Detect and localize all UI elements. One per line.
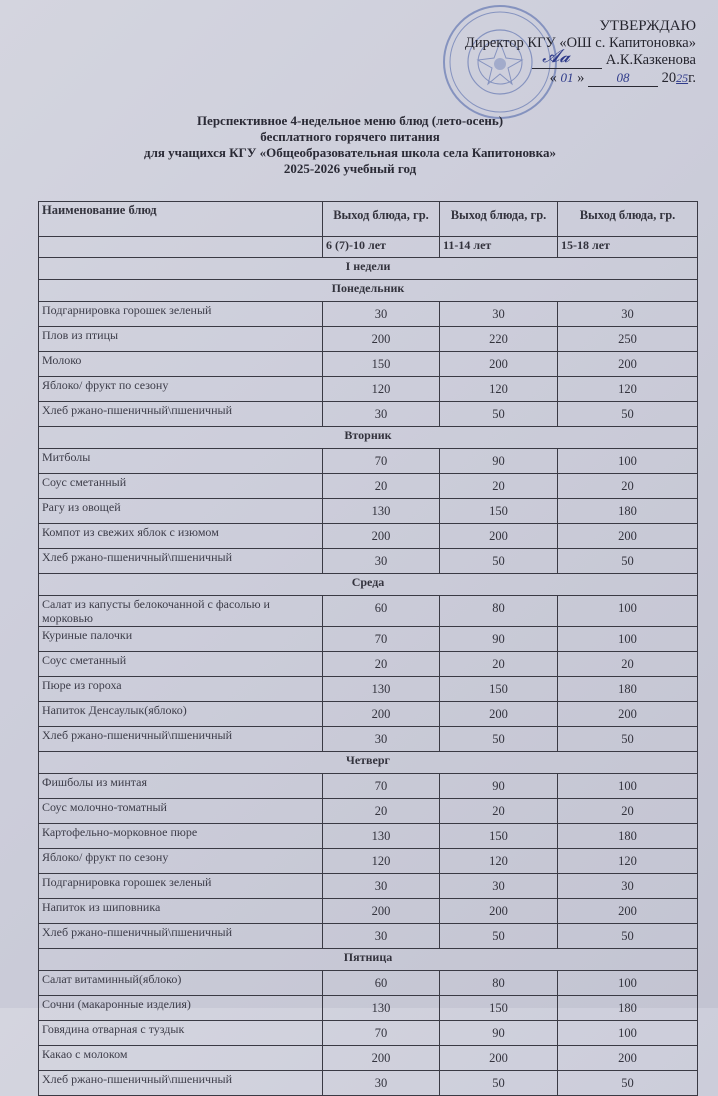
dish-yield-3: 180: [558, 677, 698, 702]
dish-yield-2: 50: [440, 924, 558, 949]
dish-yield-2: 30: [440, 302, 558, 327]
dish-yield-2: 150: [440, 996, 558, 1021]
dish-name: Фишболы из минтая: [39, 774, 323, 799]
day-label: Среда: [39, 574, 698, 596]
date-year-suffix: 25: [676, 71, 689, 85]
dish-yield-1: 20: [323, 474, 440, 499]
dish-name: Плов из птицы: [39, 327, 323, 352]
dish-yield-1: 120: [323, 377, 440, 402]
dish-name: Хлеб ржано-пшеничный\пшеничный: [39, 549, 323, 574]
dish-name: Молоко: [39, 352, 323, 377]
dish-name: Куриные палочки: [39, 627, 323, 652]
dish-yield-1: 130: [323, 996, 440, 1021]
dish-row: [39, 727, 698, 752]
dish-yield-3: 30: [558, 874, 698, 899]
dish-name: Соус сметанный: [39, 474, 323, 499]
age-group-3: 15-18 лет: [558, 237, 698, 258]
dish-row: [39, 774, 698, 799]
dish-yield-1: 200: [323, 524, 440, 549]
dish-yield-1: 60: [323, 971, 440, 996]
dish-row: [39, 924, 698, 949]
dish-row: [39, 1071, 698, 1096]
dish-name: Рагу из овощей: [39, 499, 323, 524]
dish-yield-2: 80: [440, 971, 558, 996]
dish-yield-1: 30: [323, 1071, 440, 1096]
dish-yield-1: 30: [323, 727, 440, 752]
dish-row: [39, 996, 698, 1021]
dish-yield-2: 50: [440, 549, 558, 574]
dish-yield-2: 150: [440, 677, 558, 702]
dish-row: [39, 377, 698, 402]
dish-name: Соус молочно-томатный: [39, 799, 323, 824]
dish-name: Салат из капусты белокочанной с фасолью и морковью: [39, 596, 323, 627]
heading-line-3: для учащихся КГУ «Общеобразовательная школа села Капитоновка»: [144, 145, 556, 160]
dish-name: Картофельно-морковное пюре: [39, 824, 323, 849]
menu-table: [38, 201, 698, 1096]
handwritten-signature: 𝓐𝓪: [542, 46, 571, 66]
dish-name: Хлеб ржано-пшеничный\пшеничный: [39, 924, 323, 949]
dish-row: [39, 596, 698, 627]
dish-yield-2: 50: [440, 402, 558, 427]
dish-yield-1: 200: [323, 899, 440, 924]
heading-line-1: Перспективное 4-недельное меню блюд (лето-осень): [196, 113, 504, 128]
dish-row: [39, 899, 698, 924]
dish-row: [39, 1046, 698, 1071]
dish-name: Соус сметанный: [39, 652, 323, 677]
dish-yield-3: 200: [558, 352, 698, 377]
column-header-name: Наименование блюд: [39, 202, 323, 237]
dish-yield-2: 20: [440, 799, 558, 824]
dish-yield-3: 120: [558, 377, 698, 402]
heading-line-2: бесплатного горячего питания: [260, 129, 440, 144]
dish-row: [39, 652, 698, 677]
dish-name: Хлеб ржано-пшеничный\пшеничный: [39, 402, 323, 427]
dish-yield-1: 30: [323, 549, 440, 574]
day-row: [39, 949, 698, 971]
dish-yield-3: 180: [558, 824, 698, 849]
dish-yield-1: 70: [323, 774, 440, 799]
dish-row: [39, 524, 698, 549]
age-group-2: 11-14 лет: [440, 237, 558, 258]
dish-yield-2: 120: [440, 849, 558, 874]
dish-row: [39, 402, 698, 427]
day-label: Пятница: [39, 949, 698, 971]
dish-row: [39, 302, 698, 327]
dish-yield-2: 30: [440, 874, 558, 899]
dish-name: Напиток Денсаулык(яблоко): [39, 702, 323, 727]
dish-yield-2: 90: [440, 449, 558, 474]
dish-yield-1: 60: [323, 596, 440, 627]
dish-yield-3: 50: [558, 924, 698, 949]
dish-yield-2: 200: [440, 524, 558, 549]
dish-yield-3: 20: [558, 474, 698, 499]
column-header-yield-1: Выход блюда, гр.: [323, 202, 440, 237]
dish-name: Митболы: [39, 449, 323, 474]
dish-yield-1: 120: [323, 849, 440, 874]
dish-yield-2: 20: [440, 474, 558, 499]
dish-yield-1: 30: [323, 924, 440, 949]
day-row: [39, 574, 698, 596]
dish-yield-3: 100: [558, 627, 698, 652]
dish-yield-2: 200: [440, 352, 558, 377]
dish-yield-2: 90: [440, 1021, 558, 1046]
dish-yield-3: 50: [558, 1071, 698, 1096]
dish-name: Напиток из шиповника: [39, 899, 323, 924]
dish-yield-1: 30: [323, 402, 440, 427]
dish-yield-3: 30: [558, 302, 698, 327]
heading-line-4: 2025-2026 учебный год: [283, 161, 417, 176]
dish-row: [39, 549, 698, 574]
dish-name: Компот из свежих яблок с изюмом: [39, 524, 323, 549]
table-header-row: [39, 202, 698, 237]
dish-yield-2: 200: [440, 899, 558, 924]
age-group-row: [39, 237, 698, 258]
dish-yield-3: 120: [558, 849, 698, 874]
dish-yield-3: 180: [558, 996, 698, 1021]
dish-name: Хлеб ржано-пшеничный\пшеничный: [39, 1071, 323, 1096]
age-group-empty: [39, 237, 323, 258]
column-header-yield-3: Выход блюда, гр.: [558, 202, 698, 237]
dish-yield-1: 30: [323, 302, 440, 327]
dish-yield-3: 50: [558, 727, 698, 752]
dish-name: Салат витаминный(яблоко): [39, 971, 323, 996]
dish-name: Говядина отварная с туздык: [39, 1021, 323, 1046]
dish-yield-1: 200: [323, 702, 440, 727]
dish-name: Хлеб ржано-пшеничный\пшеничный: [39, 727, 323, 752]
dish-yield-3: 250: [558, 327, 698, 352]
dish-yield-1: 150: [323, 352, 440, 377]
day-label: Вторник: [39, 427, 698, 449]
dish-yield-1: 200: [323, 1046, 440, 1071]
dish-yield-2: 220: [440, 327, 558, 352]
day-row: [39, 427, 698, 449]
dish-yield-1: 70: [323, 627, 440, 652]
dish-yield-3: 20: [558, 799, 698, 824]
dish-row: [39, 474, 698, 499]
dish-yield-1: 20: [323, 799, 440, 824]
dish-yield-1: 70: [323, 1021, 440, 1046]
dish-yield-2: 50: [440, 1071, 558, 1096]
dish-yield-2: 150: [440, 499, 558, 524]
day-row: [39, 280, 698, 302]
dish-row: [39, 677, 698, 702]
dish-yield-3: 200: [558, 1046, 698, 1071]
approval-name: А.К.Казкенова: [605, 52, 696, 68]
dish-yield-1: 130: [323, 499, 440, 524]
dish-row: [39, 352, 698, 377]
dish-yield-2: 90: [440, 627, 558, 652]
day-row: [39, 752, 698, 774]
document-heading: [100, 113, 600, 177]
dish-yield-3: 180: [558, 499, 698, 524]
dish-yield-1: 200: [323, 327, 440, 352]
week-row: [39, 258, 698, 280]
dish-row: [39, 799, 698, 824]
date-year-prefix: 20: [661, 70, 677, 86]
day-label: Четверг: [39, 752, 698, 774]
approval-block: [426, 18, 696, 87]
dish-yield-3: 100: [558, 971, 698, 996]
dish-row: [39, 824, 698, 849]
dish-row: [39, 449, 698, 474]
approval-position: Директор КГУ «ОШ с. Капитоновка»: [464, 35, 696, 51]
dish-yield-2: 50: [440, 727, 558, 752]
dish-yield-2: 200: [440, 702, 558, 727]
approval-title: УТВЕРЖДАЮ: [599, 18, 696, 34]
dish-name: Пюре из гороха: [39, 677, 323, 702]
dish-yield-3: 50: [558, 402, 698, 427]
dish-name: Яблоко/ фрукт по сезону: [39, 849, 323, 874]
dish-row: [39, 874, 698, 899]
dish-yield-1: 70: [323, 449, 440, 474]
dish-name: Подгарнировка горошек зеленый: [39, 874, 323, 899]
week-label: I недели: [39, 258, 698, 280]
dish-row: [39, 499, 698, 524]
signature-line: [532, 46, 602, 69]
dish-yield-3: 20: [558, 652, 698, 677]
age-group-1: 6 (7)-10 лет: [323, 237, 440, 258]
dish-name: Подгарнировка горошек зеленый: [39, 302, 323, 327]
dish-yield-3: 100: [558, 596, 698, 627]
dish-row: [39, 327, 698, 352]
date-year-end: г.: [688, 70, 696, 86]
dish-yield-2: 120: [440, 377, 558, 402]
day-label: Понедельник: [39, 280, 698, 302]
dish-row: [39, 849, 698, 874]
date-day: 01: [560, 70, 574, 85]
dish-yield-3: 100: [558, 774, 698, 799]
dish-yield-1: 130: [323, 677, 440, 702]
dish-yield-2: 200: [440, 1046, 558, 1071]
dish-yield-1: 130: [323, 824, 440, 849]
dish-yield-3: 200: [558, 702, 698, 727]
column-header-yield-2: Выход блюда, гр.: [440, 202, 558, 237]
dish-yield-1: 30: [323, 874, 440, 899]
dish-yield-1: 20: [323, 652, 440, 677]
dish-yield-3: 200: [558, 524, 698, 549]
dish-yield-3: 200: [558, 899, 698, 924]
dish-row: [39, 1021, 698, 1046]
dish-yield-2: 150: [440, 824, 558, 849]
dish-name: Яблоко/ фрукт по сезону: [39, 377, 323, 402]
dish-yield-2: 20: [440, 652, 558, 677]
dish-row: [39, 702, 698, 727]
dish-yield-3: 100: [558, 1021, 698, 1046]
dish-row: [39, 971, 698, 996]
dish-yield-3: 50: [558, 549, 698, 574]
dish-name: Какао с молоком: [39, 1046, 323, 1071]
dish-yield-2: 80: [440, 596, 558, 627]
dish-yield-3: 100: [558, 449, 698, 474]
dish-yield-2: 90: [440, 774, 558, 799]
approval-date: « 01 » 08 2025г.: [549, 70, 696, 86]
date-month: 08: [588, 69, 658, 87]
dish-name: Сочни (макаронные изделия): [39, 996, 323, 1021]
dish-row: [39, 627, 698, 652]
